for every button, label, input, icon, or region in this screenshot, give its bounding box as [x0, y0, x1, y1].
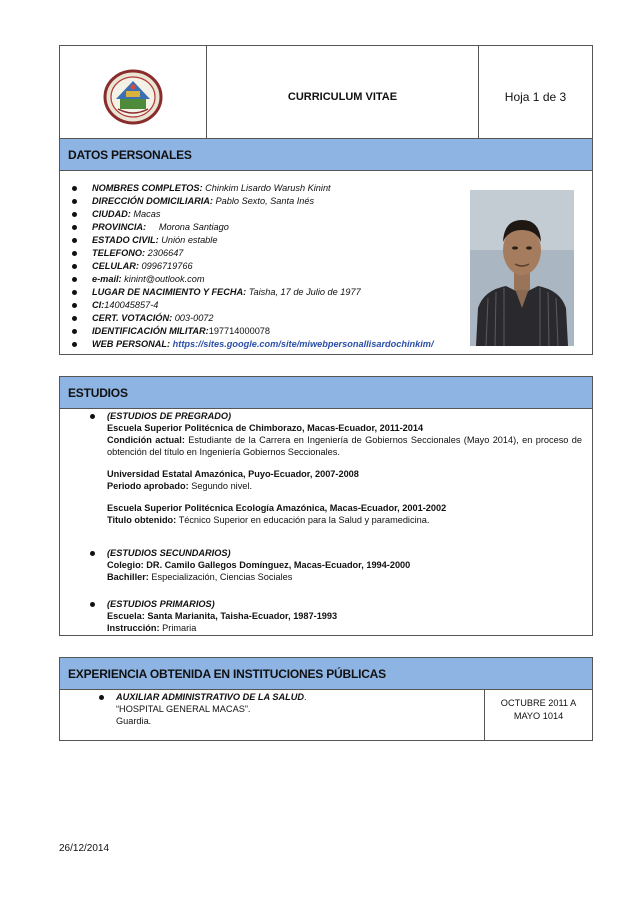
- experience-section: [59, 657, 593, 741]
- bullet-icon: [90, 551, 95, 556]
- education-section: [59, 376, 593, 636]
- experience-row: [60, 689, 592, 740]
- bullet-icon: [90, 602, 95, 607]
- list-item: CERT. VOTACIÓN: 003-0072: [60, 312, 434, 325]
- current-status: Condición actual: Estudiante de la Carrera en Ingeniería de Gobiernos Seccionales (Mayo 2014), en proceso de obtención del título en Ingeniería Gobiernos Seccionales.: [107, 435, 582, 457]
- approved-period: Periodo aprobado: Segundo nivel.: [107, 481, 253, 491]
- list-item: ESTADO CIVIL: Unión estable: [60, 234, 434, 247]
- bachelor-degree: Bachiller: Especialización, Ciencias Sociales: [107, 572, 293, 582]
- undergraduate-block: [107, 410, 582, 526]
- bullet-icon: [72, 290, 77, 295]
- institution-seal-icon: [102, 69, 164, 125]
- list-item: e-mail: kinint@outlook.com: [60, 273, 434, 286]
- institution-espoch: Escuela Superior Politécnica de Chimborazo, Macas-Ecuador, 2011-2014: [107, 423, 424, 433]
- page-indicator: Hoja 1 de 3: [504, 90, 567, 104]
- obtained-title: Titulo obtenido: Técnico Superior en educación para la Salud y paramedicina.: [107, 515, 430, 525]
- footer-date: 26/12/2014: [59, 843, 110, 854]
- secondary-title: (ESTUDIOS SECUNDARIOS): [107, 548, 231, 558]
- experience-role: AUXILIAR ADMINISTRATIVO DE LA SALUD.: [116, 692, 307, 702]
- list-item: CI:140045857-4: [60, 299, 434, 312]
- instruction-level: Instrucción: Primaria: [107, 623, 197, 633]
- bullet-icon: [72, 342, 77, 347]
- experience-heading: EXPERIENCIA OBTENIDA EN INSTITUCIONES PÚBLICAS: [60, 658, 592, 690]
- list-item: LUGAR DE NACIMIENTO Y FECHA: Taisha, 17 de Julio de 1977: [60, 286, 434, 299]
- bullet-icon: [90, 414, 95, 419]
- document-header: [59, 45, 593, 149]
- profile-photo: [470, 190, 574, 346]
- institution-espea: Escuela Superior Politécnica Ecología Amazónica, Macas-Ecuador, 2001-2002: [107, 503, 447, 513]
- bullet-icon: [99, 695, 104, 700]
- primary-school: Escuela: Santa Marianita, Taisha-Ecuador, 1987-1993: [107, 611, 338, 621]
- experience-description: [60, 689, 485, 740]
- bullet-icon: [72, 251, 77, 256]
- list-item: NOMBRES COMPLETOS: Chinkim Lisardo Warush Kinint: [60, 182, 434, 195]
- education-body: [60, 408, 592, 635]
- list-item: WEB PERSONAL: https://sites.google.com/site/miwebpersonallisardochinkim/: [60, 338, 434, 351]
- list-item: DIRECCIÓN DOMICILIARIA: Pablo Sexto, Santa Inés: [60, 195, 434, 208]
- bullet-icon: [72, 277, 77, 282]
- experience-place: “HOSPITAL GENERAL MACAS”.: [116, 704, 251, 714]
- personal-data-section: [59, 138, 593, 355]
- personal-data-list: [60, 182, 434, 351]
- primary-title: (ESTUDIOS PRIMARIOS): [107, 599, 215, 609]
- personal-website-link[interactable]: https://sites.google.com/site/miwebpersonallisardochinkim/: [170, 339, 434, 349]
- bullet-icon: [72, 303, 77, 308]
- personal-data-heading: DATOS PERSONALES: [60, 139, 592, 171]
- bullet-icon: [72, 316, 77, 321]
- experience-period: OCTUBRE 2011 A MAYO 1014: [500, 698, 577, 721]
- bullet-icon: [72, 238, 77, 243]
- list-item: CIUDAD: Macas: [60, 208, 434, 221]
- list-item: PROVINCIA: Morona Santiago: [60, 221, 434, 234]
- bullet-icon: [72, 329, 77, 334]
- list-item: IDENTIFICACIÓN MILITAR:197714000078: [60, 325, 434, 338]
- education-heading: ESTUDIOS: [60, 377, 592, 409]
- institution-uea: Universidad Estatal Amazónica, Puyo-Ecuador, 2007-2008: [107, 469, 359, 479]
- institution-logo-cell: [60, 46, 207, 148]
- experience-duty: Guardia.: [116, 716, 152, 726]
- document-title: CURRICULUM VITAE: [207, 46, 479, 148]
- bullet-icon: [72, 212, 77, 217]
- list-item: TELEFONO: 2306647: [60, 247, 434, 260]
- bullet-icon: [72, 186, 77, 191]
- bullet-icon: [72, 264, 77, 269]
- secondary-block: [107, 547, 582, 583]
- primary-block: [107, 598, 582, 634]
- secondary-school: Colegio: DR. Camilo Gallegos Domínguez, Macas-Ecuador, 1994-2000: [107, 560, 411, 570]
- undergraduate-title: (ESTUDIOS DE PREGRADO): [107, 411, 232, 421]
- bullet-icon: [72, 199, 77, 204]
- list-item: CELULAR: 0996719766: [60, 260, 434, 273]
- bullet-icon: [72, 225, 77, 230]
